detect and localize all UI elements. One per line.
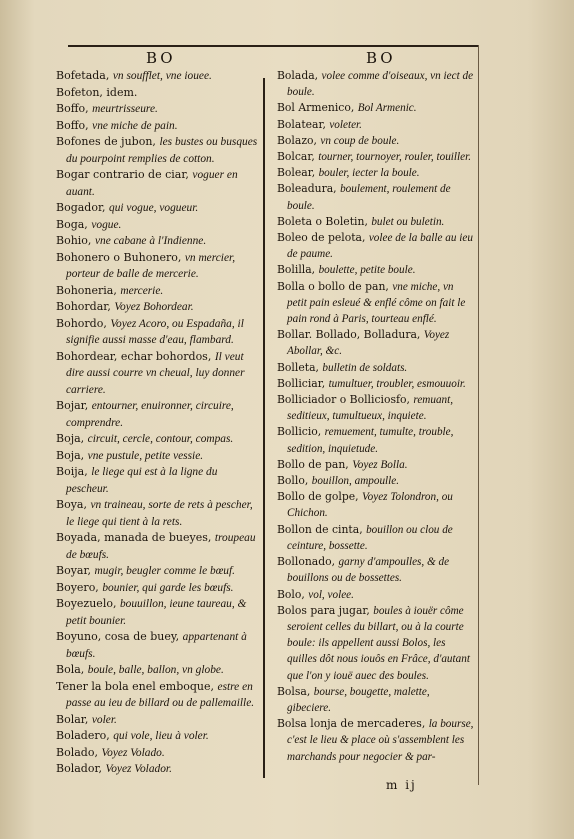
entry-headword: Bohordo, [56, 316, 107, 330]
entry-headword: Bolliciador o Bolliciosfo, [277, 393, 410, 407]
entry-headword: Boyezuelo, [56, 597, 117, 610]
entry-translation: Voyez Bohordear. [114, 301, 194, 313]
entry-translation: le liege qui est à la ligne du pescheur. [66, 466, 218, 495]
dictionary-entry [56, 217, 260, 234]
entry-headword: Bolada, [277, 69, 319, 82]
entry-translation: garny d'ampoulles, & de bouillons ou de bossettes. [287, 556, 450, 585]
entry-translation: meurtrisseure. [92, 103, 158, 115]
entry-headword: Bollon de cinta, [277, 522, 363, 536]
dictionary-entry [56, 316, 260, 349]
entry-translation: Voyez Volador. [105, 763, 172, 775]
dictionary-entry [56, 530, 260, 563]
right-margin-rule [478, 45, 479, 785]
dictionary-entry [277, 279, 475, 328]
entry-translation: bourse, bougette, malette, gibeciere. [287, 685, 430, 714]
entry-translation: tourner, tournoyer, rouler, touiller. [318, 151, 472, 164]
dictionary-entry [56, 431, 260, 448]
entry-translation: circuit, cercle, contour, compas. [87, 433, 234, 445]
entry-headword: Boffo, [56, 118, 89, 132]
entry-translation: boulette, petite boule. [318, 264, 416, 277]
dictionary-entry [56, 68, 260, 85]
entry-headword: Boffo, [56, 102, 89, 115]
entry-headword: Bofetada, [56, 69, 110, 82]
entry-headword: Bola, [56, 663, 85, 676]
entry-headword: Bolliciar, [277, 376, 326, 390]
dictionary-entry [277, 522, 475, 554]
dictionary-entry [277, 603, 475, 684]
running-head-right: BO [366, 49, 396, 67]
entry-headword: Bollar. Bollado, Bolladura, [277, 328, 421, 342]
entry-translation: estre en passe au ieu de billard ou de pallemaille. [66, 680, 255, 709]
entry-headword: Bolazo, [277, 133, 317, 147]
entry-headword: Bolear, [277, 166, 316, 180]
entry-headword: Boleo de pelota, [277, 231, 366, 245]
signature-mark: m ij [386, 778, 417, 792]
column-divider [263, 78, 265, 778]
entry-translation: vn coup de boule. [320, 134, 400, 147]
entry-headword: Bolla o bollo de pan, [277, 279, 389, 293]
entry-headword: Boleta o Boletin, [277, 214, 368, 228]
dictionary-entry [56, 134, 260, 167]
entry-headword: Bolos para jugar, [277, 603, 370, 617]
dictionary-entry [56, 563, 260, 580]
running-head-left: BO [146, 49, 176, 67]
dictionary-entry [56, 250, 260, 283]
dictionary-entry [56, 745, 260, 762]
entry-headword: Boija, [56, 465, 88, 478]
entry-headword: Boyuno, cosa de buey, [56, 630, 180, 643]
entry-translation: Voyez Abollar, &c. [287, 329, 450, 358]
entry-translation: vn traineau, sorte de rets à pescher, le liege qui tient à la rets. [66, 499, 253, 528]
entry-headword: Boladero, [56, 729, 110, 742]
entry-headword: Bolcar, [277, 150, 315, 164]
left-column [56, 68, 260, 778]
dictionary-entry [56, 761, 260, 778]
entry-headword: Tener la bola enel emboque, [56, 679, 215, 693]
entry-headword: Boyada, manada de bueyes, [56, 531, 212, 544]
entry-headword: Bol Armenico, [277, 101, 355, 115]
dictionary-entry [56, 679, 260, 712]
dictionary-entry [277, 181, 475, 213]
entry-translation: bouuillon, ieune taureau, & petit bounier. [66, 598, 247, 627]
entry-translation: vne miche, vn petit pain esleué & enflé côme on fait le pain rond à Paris, tourteau enflé. [287, 280, 466, 326]
entry-translation: voleter. [329, 118, 362, 131]
entry-translation: boulement, roulement de boule. [287, 183, 451, 212]
dictionary-entry [277, 230, 475, 262]
dictionary-entry [277, 473, 475, 489]
entry-headword: Bollonado, [277, 555, 336, 569]
entry-translation: voguer en auant. [66, 169, 238, 198]
entry-headword: Bolsa lonja de mercaderes, [277, 717, 426, 731]
entry-translation: mercerie. [120, 284, 164, 297]
entry-headword: Bolilla, [277, 263, 316, 277]
entry-headword: Bogador, [56, 201, 106, 214]
entry-translation: troupeau de bœufs. [66, 532, 256, 561]
entry-headword: Bofones de jubon, [56, 135, 156, 148]
entry-headword: Bolo, [277, 587, 305, 601]
dictionary-entry [277, 68, 475, 100]
dictionary-entry [277, 149, 475, 165]
dictionary-entry [56, 464, 260, 497]
entry-translation: remuement, tumulte, trouble, sedition, inquietude. [287, 426, 454, 455]
entry-translation: vne cabane à l'Indienne. [94, 235, 207, 247]
entry-headword: Boja, [56, 448, 85, 462]
right-column [277, 68, 475, 765]
entry-translation: volee de la balle au ieu de paume. [287, 232, 473, 261]
entry-translation: boules à iouër côme seroient celles du billart, ou à la courte boule: ils appellent aussi Bolos, les quilles dôt nous iouôs en Frâce, d'autant que l'on y iouë auec des boules. [287, 604, 470, 682]
entry-translation: tumultuer, troubler, esmouuoir. [328, 377, 466, 390]
entry-headword: Bohordar, [56, 300, 111, 313]
dictionary-entry [277, 554, 475, 586]
dictionary-entry [56, 118, 260, 135]
entry-headword: Boleadura, [277, 182, 337, 196]
entry-headword: Bolatear, [277, 117, 326, 131]
entry-translation: vogue. [91, 218, 122, 231]
entry-translation: mugir, beugler comme le bœuf. [94, 565, 235, 577]
dictionary-entry [277, 489, 475, 521]
dictionary-entry [277, 360, 475, 376]
entry-headword: Boga, [56, 217, 88, 231]
entry-translation: Voyez Acoro, ou Espadaña, il signifie aussi masse d'eau, flambard. [66, 317, 244, 346]
dictionary-entry [277, 376, 475, 392]
entry-translation: entourner, enuironner, circuire, comprendre. [66, 400, 234, 429]
dictionary-entry [277, 133, 475, 149]
entry-translation: Voyez Tolondron, ou Chichon. [287, 491, 453, 520]
dictionary-entry [56, 398, 260, 431]
entry-headword: Bollo, [277, 474, 309, 488]
dictionary-entry [56, 233, 260, 250]
dictionary-entry [56, 448, 260, 465]
dictionary-entry [56, 662, 260, 679]
dictionary-entry [56, 299, 260, 316]
entry-translation: Il veut dire aussi courre vn cheual, luy donner carriere. [66, 350, 245, 396]
entry-headword: Bollo de golpe, [277, 490, 359, 504]
entry-headword: Bolador, [56, 762, 102, 775]
dictionary-entry [56, 101, 260, 118]
entry-headword: Bolsa, [277, 684, 311, 698]
entry-translation: bounier, qui garde les bœufs. [102, 581, 234, 594]
dictionary-entry [277, 165, 475, 181]
entry-translation: bulet ou buletin. [371, 215, 445, 228]
entry-headword: Bolado, [56, 745, 98, 759]
entry-translation: qui vole, lieu à voler. [113, 730, 209, 742]
dictionary-entry [56, 728, 260, 745]
entry-translation: vn soufflet, vne iouee. [112, 70, 212, 82]
entry-translation: vne pustule, petite vessie. [87, 449, 204, 462]
entry-headword: Bogar contrario de ciar, [56, 168, 189, 181]
dictionary-entry [277, 716, 475, 765]
entry-translation: voler. [91, 713, 117, 726]
entry-headword: Boyar, [56, 564, 92, 577]
entry-translation: Voyez Bolla. [352, 458, 408, 471]
dictionary-entry [56, 629, 260, 662]
entry-headword: Bohordear, echar bohordos, [56, 349, 212, 363]
entry-headword: Bohio, [56, 234, 92, 247]
dictionary-entry [56, 167, 260, 200]
entry-translation: les bustes ou busques du pourpoint remplies de cotton. [66, 136, 258, 165]
dictionary-entry [56, 596, 260, 629]
entry-headword: Bojar, [56, 399, 89, 412]
dictionary-entry [56, 497, 260, 530]
entry-headword: Boja, [56, 432, 85, 445]
dictionary-entry [56, 283, 260, 300]
entry-translation: bouillon ou clou de ceinture, bossette. [287, 523, 453, 552]
dictionary-entry [56, 580, 260, 597]
entry-translation: appartenant à bœufs. [66, 631, 247, 660]
dictionary-entry [277, 587, 475, 603]
entry-translation: vol, volee. [308, 588, 354, 601]
entry-translation: bulletin de soldats. [322, 361, 408, 374]
entry-translation: boule, balle, ballon, vn globe. [87, 664, 224, 676]
entry-translation: la bourse, c'est le lieu & place où s'assemblent les marchands pour negocier & par- [287, 718, 474, 763]
dictionary-entry [56, 200, 260, 217]
dictionary-entry [277, 327, 475, 359]
entry-headword: Bofeton, idem. [56, 85, 138, 99]
entry-headword: Bolleta, [277, 360, 319, 374]
entry-headword: Bollicio, [277, 425, 322, 439]
dictionary-entry [277, 457, 475, 473]
entry-translation: qui vogue, vogueur. [109, 202, 199, 214]
entry-translation: vne miche de pain. [92, 119, 178, 132]
top-rule [68, 45, 478, 47]
entry-headword: Bolar, [56, 712, 89, 726]
dictionary-entry [277, 392, 475, 424]
dictionary-entry [277, 424, 475, 456]
entry-headword: Bollo de pan, [277, 457, 349, 471]
entry-translation: bouler, iecter la boule. [318, 167, 420, 180]
entry-headword: Boyero, [56, 580, 99, 594]
entry-headword: Boya, [56, 498, 87, 511]
dictionary-entry [277, 100, 475, 116]
dictionary-entry [277, 214, 475, 230]
entry-translation: Bol Armenic. [357, 102, 417, 115]
entry-translation: remuant, seditieux, tumultueux, inquiete. [287, 394, 454, 423]
entry-translation: volee comme d'oiseaux, vn iect de boule. [287, 70, 474, 99]
dictionary-entry [277, 684, 475, 716]
entry-headword: Bohonero o Buhonero, [56, 250, 182, 264]
dictionary-entry [277, 117, 475, 133]
dictionary-entry [56, 712, 260, 729]
entry-translation: vn mercier, porteur de balle de mercerie. [66, 251, 236, 280]
entry-translation: bouillon, ampoulle. [311, 475, 400, 488]
dictionary-entry [277, 262, 475, 278]
dictionary-entry [56, 85, 260, 102]
entry-headword: Bohoneria, [56, 283, 117, 297]
entry-translation: Voyez Volado. [101, 746, 165, 759]
dictionary-entry [56, 349, 260, 399]
